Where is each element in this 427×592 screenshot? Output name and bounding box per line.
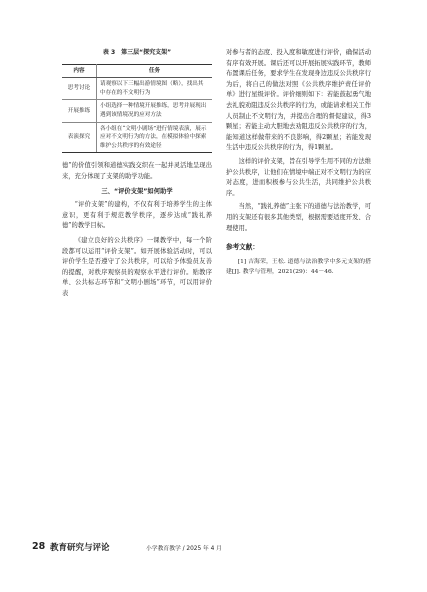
table-cell-task: 请观察以下三幅出游情境图（略），找出其中存在的不文明行为 <box>97 78 213 100</box>
page-number: 28 <box>32 541 46 552</box>
table-row <box>62 100 212 122</box>
section-heading: 三、“评价支架”如何助学 <box>101 187 173 195</box>
table-header-task: 任务 <box>97 64 213 78</box>
table-cell-task: 各小组在“文明小剧场”进行情境表演，展示应对不文明行为的方法，在模拟体验中探索维护公共秩序的有效途径 <box>97 122 213 153</box>
table-cell-task: 小组选择一种情境开展推练，思考并展现出遇到该情境况的应对方法 <box>97 100 213 122</box>
table-cell-name: 表演探究 <box>62 122 97 153</box>
table-header-row <box>62 64 212 78</box>
right-column <box>226 48 371 278</box>
references-heading: 参考文献： <box>226 243 259 252</box>
issue-info: 小学教育教学 / 2025 年 4 月 <box>146 546 222 552</box>
page-footer <box>32 541 402 555</box>
body-paragraph: “评价支架”的建构，不仅有利于培养学生的主体意识，更有利于规范教学秩序，逐步达成“践礼养德”的教学目标。 <box>62 201 212 230</box>
journal-title: 教育研究与评论 <box>50 543 110 553</box>
task-table <box>62 64 212 154</box>
table-header-content: 内容 <box>62 64 97 78</box>
table-caption: 表 3 第三层“探究支架” <box>102 49 172 56</box>
body-paragraph: 《建立良好的公共秩序》一课教学中，每一个阶段都可以运用“评价支架”。如开展体验活动时，可以评价学生是否遵守了公共秩序，可以给予体验员友善的提醒，对秩序观察员的观察水平进行评价。贴教序单、公共标志环节和“文明小剧场”环节，可以用评价表 <box>62 236 212 297</box>
table-cell-name: 开展推练 <box>62 100 97 122</box>
table-row <box>62 122 212 153</box>
body-paragraph: 德”的价值引领和道德实践交织在一起并灵活地呈现出来，充分体现了支架的助学功能。 <box>62 162 212 180</box>
body-paragraph: 这样的评价支架，旨在引导学生用不同的方法维护公共秩序，让他们在情境中端正对不文明行为的应对态度，进而积极参与公共生活，共同维护公共秩序。 <box>226 157 371 197</box>
reference-item: [1] 吉海荣，王松. 道德与法治教学中多元支架的搭建[J]. 教学与管理，2021(29)：44－46. <box>226 258 371 276</box>
table-cell-name: 思考讨论 <box>62 78 97 100</box>
body-paragraph: 对参与者的态度、投入度和敏度进行评价，确保活动有序有效开展。课后还可以开展拓展实践环节，教师布置课后任务，要求学生在发现身边违反公共秩序行为后，将自己的做法对照《公共秩序维护责任评价单》进行星级评价。评价细则如下：若能鼓起勇气地去礼貌劝阻违反公共秩序的行为，或能请求相关工作人员制止不文明行为，并提出合理的督促建议，得3颗星；若能主动大胆地去劝阻违反公共秩序的行为，能知道这样做带来的不良影响，得2颗星；若能发现生活中违反公共秩序的行为，得1颗星。 <box>226 49 371 152</box>
left-column <box>62 48 212 299</box>
table-row <box>62 78 212 100</box>
body-paragraph: 当然，“践礼养德”主张下的道德与法治教学，可用的支架还有很多其他类型，根据需要适度开发、合理使用。 <box>226 203 371 232</box>
